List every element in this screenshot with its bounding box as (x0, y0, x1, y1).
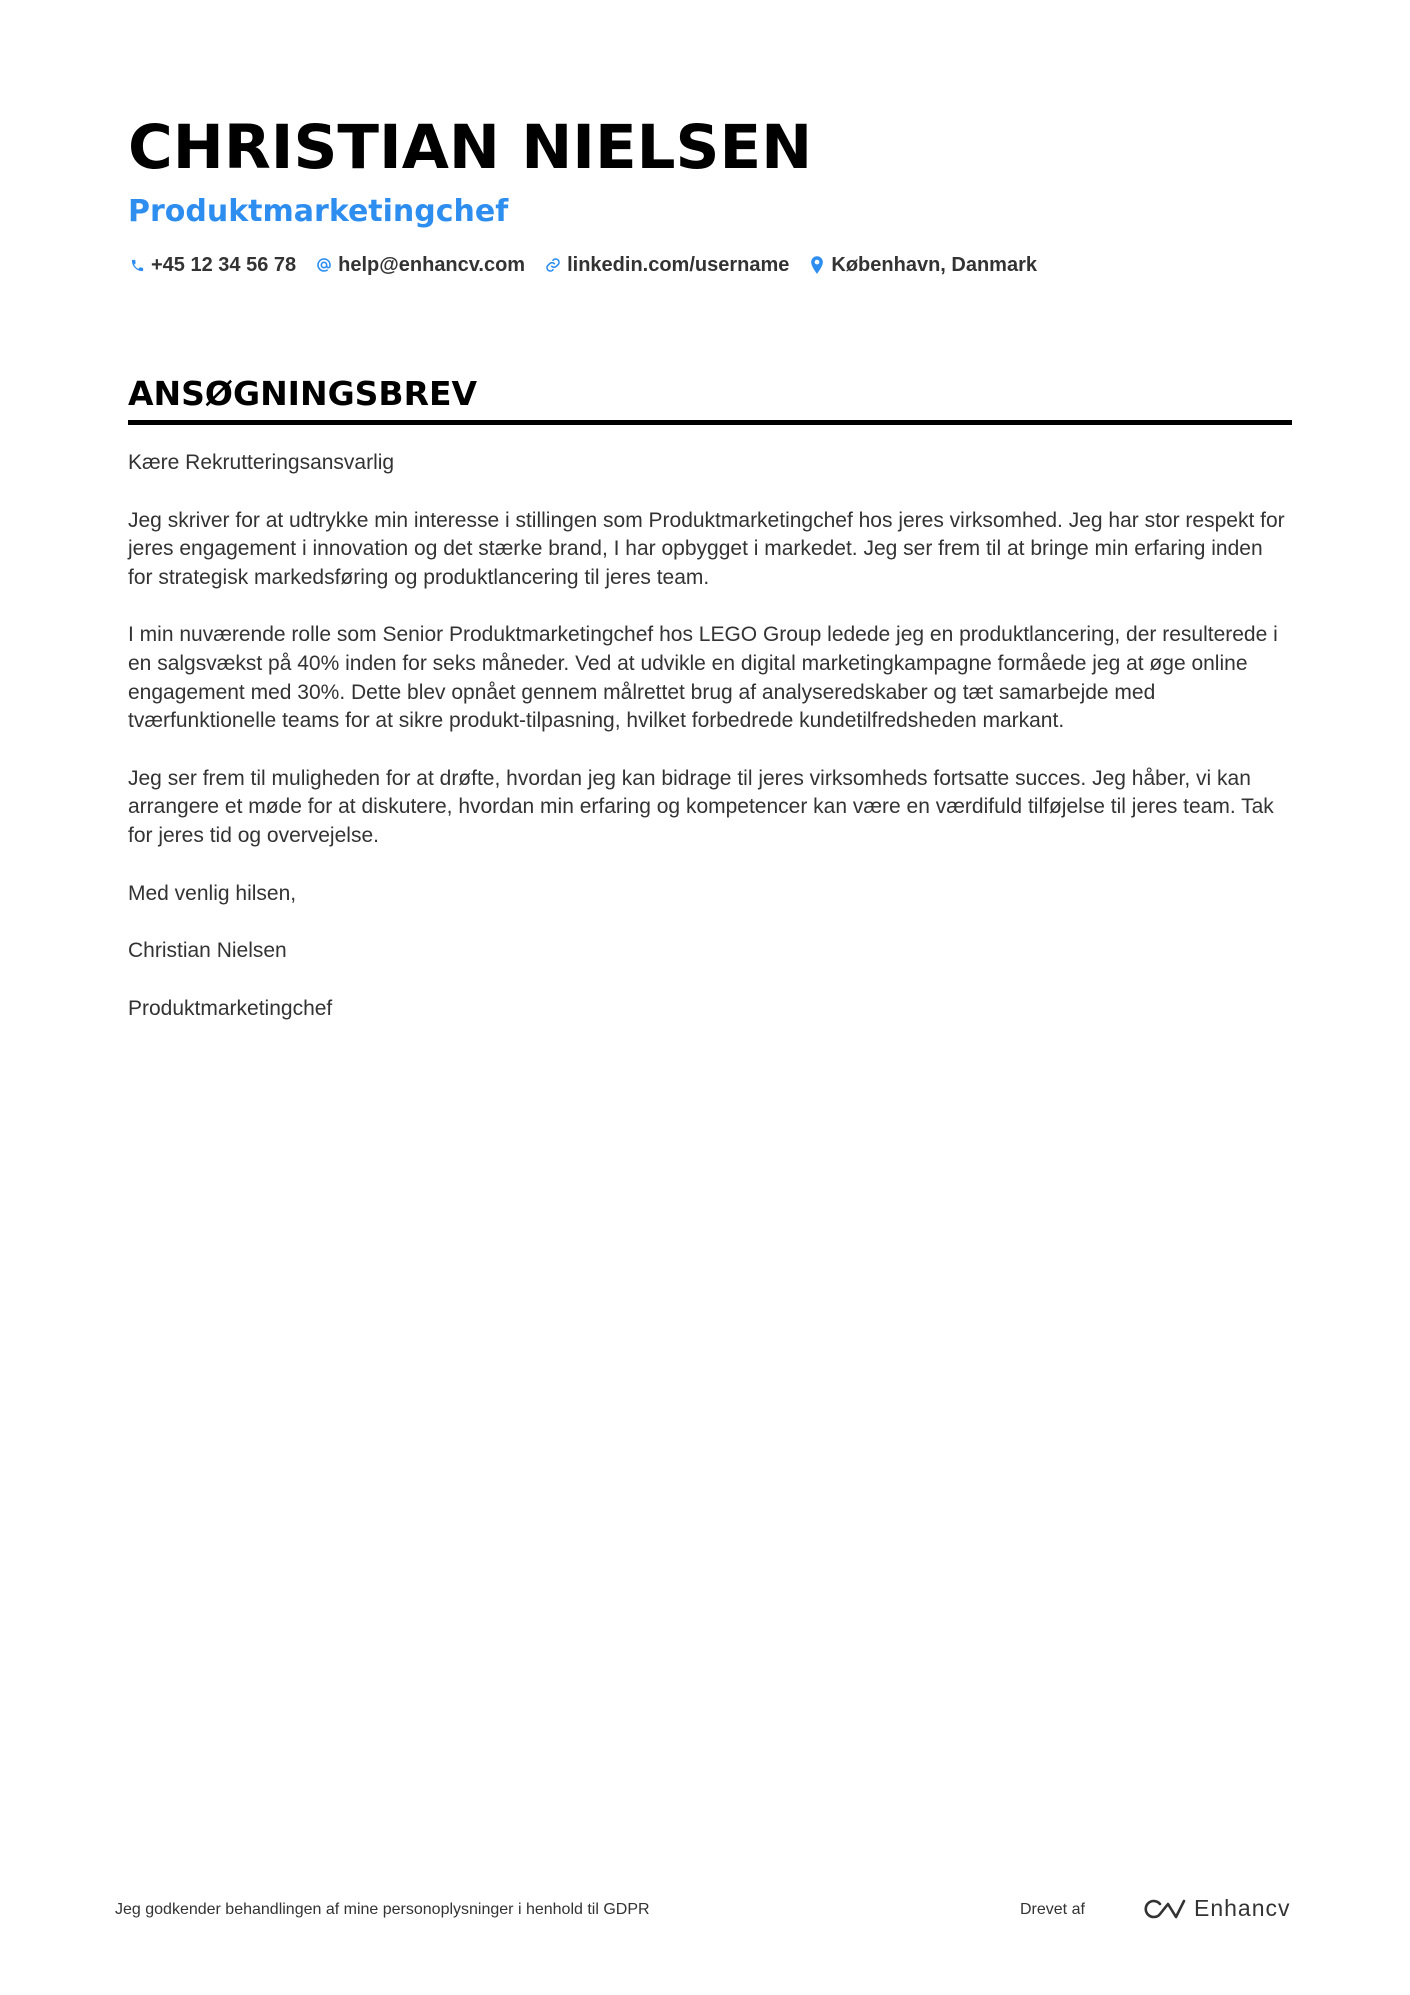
contact-email-text: help@enhancv.com (338, 253, 526, 276)
contact-bar (128, 249, 1292, 281)
letter-paragraph: Jeg ser frem til muligheden for at drøfte, hvordan jeg kan bidrage til jeres virksomheds fortsatte succes. Jeg håber, vi kan arrangere et møde for at diskutere, hvordan min erfaring og kompetencer kan være en værdifuld tilføjelse til jeres team. Tak for jeres tid og overvejelse. (128, 766, 1274, 847)
link-icon (544, 255, 562, 275)
letter-paragraph: Jeg skriver for at udtrykke min interesse i stillingen som Produktmarketingchef hos jeres virksomhed. Jeg har stor respekt for jeres engagement i innovation og det stærke brand, I har opbygget i markedet. Jeg ser frem til at bringe min erfaring inden for strategisk markedsføring og produktlancering til jeres team. (128, 508, 1285, 589)
contact-linkedin-text: linkedin.com/username (567, 253, 790, 276)
enhancv-logo[interactable] (1140, 1895, 1291, 1922)
contact-phone[interactable] (128, 254, 296, 277)
phone-icon (128, 255, 146, 275)
letter-greeting: Kære Rekrutteringsansvarlig (128, 451, 395, 474)
enhancv-logo-text: Enhancv (1194, 1895, 1291, 1921)
section-divider (128, 420, 1292, 425)
at-icon (315, 255, 333, 275)
signature-name: Christian Nielsen (128, 939, 287, 963)
location-pin-icon (808, 255, 826, 275)
signature-title: Produktmarketingchef (128, 996, 333, 1020)
enhancv-logo-icon (1140, 1897, 1186, 1921)
contact-linkedin[interactable] (544, 254, 789, 277)
letter-paragraph: I min nuværende rolle som Senior Produktmarketingchef hos LEGO Group ledede jeg en produktlancering, der resulterede i en salgsvækst på 40% inden for seks måneder. Ved at udvikle en digital marketingkampagne formåede jeg at øge online engagement med 30%. Dette blev opnået gennem målrettet brug af analyseredskaber og tæt samarbejde med tværfunktionelle teams for at sikre produkt-tilpasning, hvilket forbedrede kundetilfredsheden markant. (128, 623, 1278, 733)
contact-location (808, 254, 1037, 277)
cover-letter-page (128, 108, 1292, 1052)
section-title: ANSØGNINGSBREV (128, 374, 478, 413)
powered-by-label: Drevet af (1020, 1901, 1085, 1918)
gdpr-consent-text: Jeg godkender behandlingen af mine personoplysninger i henhold til GDPR (115, 1901, 650, 1918)
applicant-name: CHRISTIAN NIELSEN (128, 112, 813, 183)
letter-body (128, 449, 1292, 1023)
contact-location-text: København, Danmark (831, 253, 1037, 276)
contact-phone-text: +45 12 34 56 78 (151, 253, 297, 276)
contact-email[interactable] (315, 254, 525, 277)
letter-closing: Med venlig hilsen, (128, 881, 297, 905)
applicant-role: Produktmarketingchef (128, 194, 509, 229)
page-footer (115, 1895, 1293, 1925)
